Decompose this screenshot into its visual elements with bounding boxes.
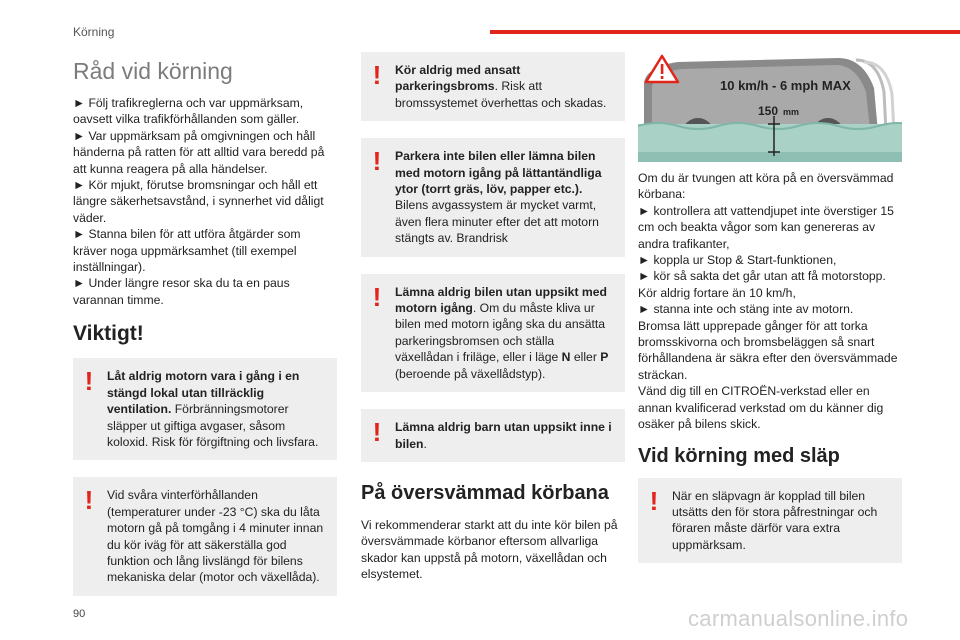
column-1 [73, 52, 337, 613]
watermark: carmanualsonline.info [688, 606, 909, 631]
warning-icon: ! [372, 60, 382, 90]
speed-limit-label: 10 km/h - 6 mph MAX [720, 78, 851, 93]
warning-icon: ! [372, 281, 382, 312]
column-2 [361, 52, 625, 583]
warning-icon: ! [84, 485, 94, 516]
flooded-road-illustration [638, 52, 902, 162]
warning-children: ! Lämna aldrig barn utan uppsikt inne i bilen. [361, 409, 625, 462]
warning-icon: ! [649, 485, 659, 516]
depth-label: 150 [758, 104, 779, 118]
header-accent-bar [490, 30, 960, 34]
warning-ventilation: ! Låt aldrig motorn vara i gång i en stängd lokal utan tillräcklig ventilation. Förbränningsmotorer släpper ut giftiga avgaser, såsom koloxid. Risk för förgiftning och livsfara. [73, 358, 337, 460]
warning-icon: ! [372, 417, 382, 448]
driving-advice-heading: Råd vid körning [73, 58, 233, 84]
warning-unattended-car: ! Lämna aldrig bilen utan uppsikt med motorn igång. Om du måste kliva ur bilen med motorn igång ska du ansätta parkeringsbromsen och ställa växellådan i friläge, eller i läge N eller P (beroende på växellådstyp). [361, 274, 625, 392]
flooded-road-instructions: Om du är tvungen att köra på en översvämmad körbana: ► kontrollera att vattendjupet inte överstiger 15 cm och beakta vågor som kan genereras av andra trafikanter, ► koppla ur Stop & Start-funktionen, ► kör så sakta det går utan att få motorstopp. Kör aldrig fortare än 10 km/h, ► stanna inte och stäng inte av motorn. Bromsa lätt upprepade gånger för att torka bromsskivorna och bromsbeläggen så snart förhållandena är säkra efter den översvämmade sträckan. Vänd dig till en CITROËN-verkstad eller en annan kvalificerad verkstad om du känner dig osäker på bilens skick. [638, 171, 898, 432]
warning-icon: ! [372, 146, 382, 177]
car-in-water-image [638, 52, 902, 162]
important-heading: Viktigt! [73, 322, 144, 346]
flooded-road-heading: På översvämmad körbana [361, 481, 609, 504]
depth-unit-label: mm [783, 107, 800, 117]
trailer-heading: Vid körning med släp [638, 444, 840, 467]
flooded-road-text: Vi rekommenderar starkt att du inte kör bilen på översvämmade körbanor eftersom allvarliga skador kan uppstå på motorn, växellådan och elsystemet. [361, 517, 618, 582]
warning-trailer: ! När en släpvagn är kopplad till bilen utsätts den för stora påfrestningar och föraren måste därför vara extra uppmärksam. [638, 478, 902, 564]
warning-parking-brake: ! Kör aldrig med ansatt parkeringsbroms. Risk att bromssystemet överhettas och skadas. [361, 52, 625, 121]
section-title: Körning [73, 25, 115, 39]
driving-advice-text: ► Följ trafikreglerna och var uppmärksam, oavsett vilka trafikförhållanden som gäller. ► Var uppmärksam på omgivningen och håll händerna på ratten för att alltid vara beredd på att kunna reagera på alla händelser. ► Kör mjukt, förutse bromsningar och håll ett längre säkerhetsavstånd, i synnerhet vid dåligt väder. ► Stanna bilen för att utföra åtgärder som kräver noga uppmärksamhet (till exempel inställningar). ► Under längre resor ska du ta en paus varannan timme. [73, 96, 325, 307]
warning-flammable-surface: ! Parkera inte bilen eller lämna bilen med motorn igång på lättantändliga ytor (torrt gräs, löv, papper etc.). Bilens avgassystem är mycket varmt, även flera minuter efter det att motorn stängts av. Brandrisk [361, 138, 625, 256]
page-number: 90 [73, 608, 86, 620]
warning-winter: ! Vid svåra vinterförhållanden (temperaturer under -23 °C) ska du låta motorn gå på tomgång i 4 minuter innan du kör iväg för att säkerställa god funktion och lång livslängd för bilens mekaniska delar (motor och växellåda). [73, 477, 337, 595]
warning-icon: ! [84, 366, 94, 397]
column-3 [638, 52, 902, 580]
